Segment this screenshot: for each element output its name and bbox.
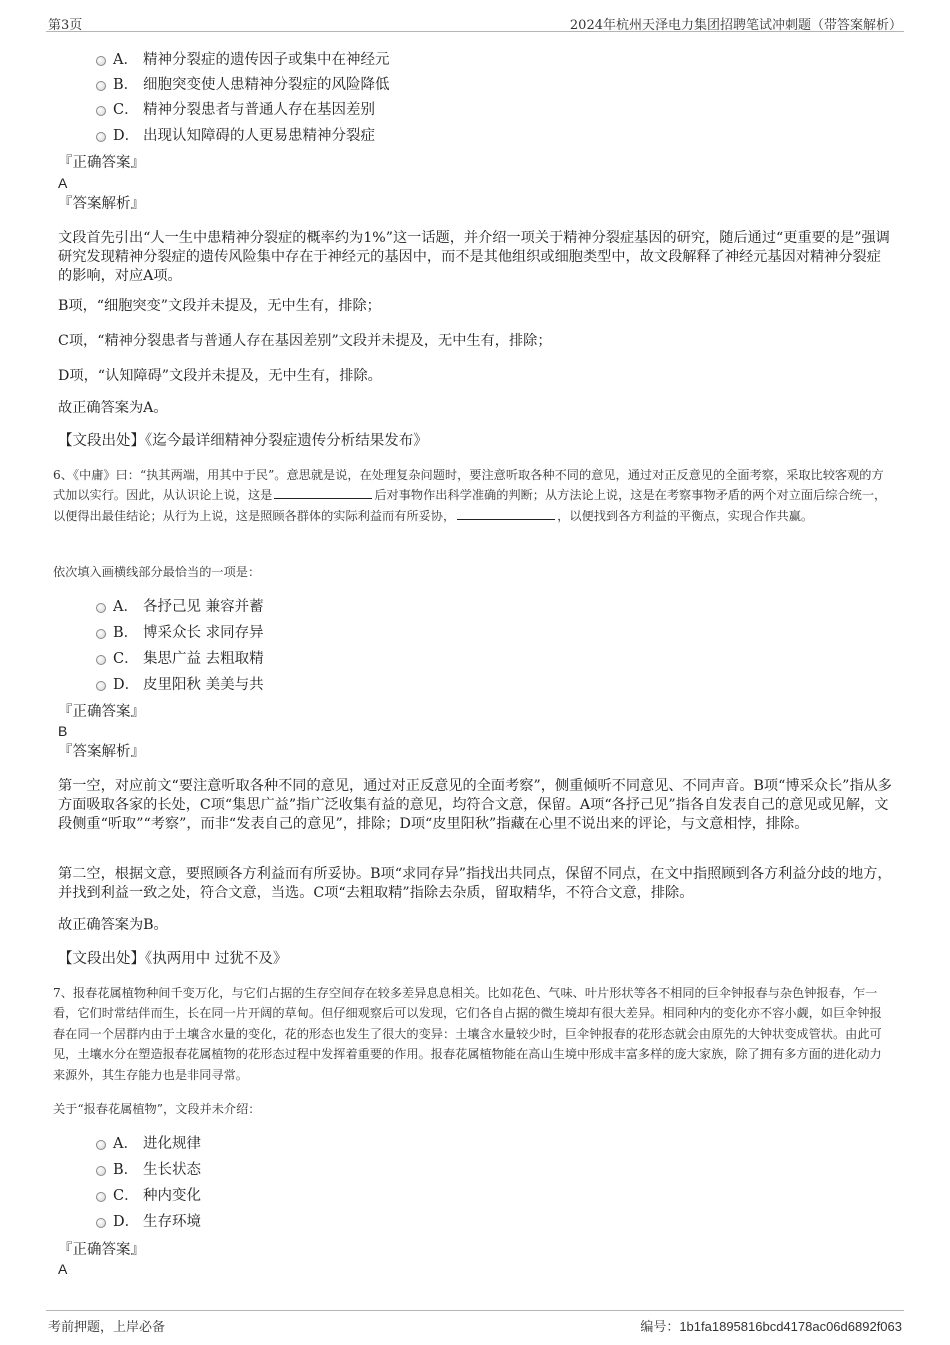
analysis-paragraph: 文段首先引出“人一生中患精神分裂症的概率约为1%”这一话题，并介绍一项关于精神分裂症基因的研究，随后通过“更重要的是”强调研究发现精神分裂症的遗传风险集中存在于神经元的基因中，而不是其他组织或细胞类型中，故文段解释了神经元基因对精神分裂症的影响，对应A项。 [58, 230, 890, 284]
option-text: 生存环境 [143, 1214, 201, 1230]
passage-source: 【文段出处】《迄今最详细精神分裂症遗传分析结果发布》 [58, 433, 428, 449]
radio-icon[interactable] [96, 1166, 106, 1176]
page-footer [46, 1310, 904, 1340]
radio-icon[interactable] [96, 1218, 106, 1228]
correct-answer-label: 『正确答案』 [58, 704, 145, 720]
q6-option-c[interactable]: C． 集思广益 去粗取精 [96, 649, 264, 669]
radio-icon[interactable] [96, 681, 106, 691]
option-text: 生长状态 [143, 1162, 201, 1178]
radio-icon[interactable] [96, 603, 106, 613]
q7-option-b[interactable]: B． 生长状态 [96, 1160, 201, 1180]
fill-blank [457, 508, 555, 520]
question-prompt: 关于“报春花属植物”，文段并未介绍： [53, 1102, 261, 1116]
analysis-conclusion: 故正确答案为A。 [58, 400, 168, 416]
analysis-paragraph: 第一空，对应前文“要注意听取各种不同的意见，通过对正反意见的全面考察”，侧重倾听不同意见、不同声音。B项“博采众长”指从多方面吸取各家的长处，C项“集思广益”指广泛收集有益的意见，均符合文意，保留。A项“各抒己见”指各自发表自己的意见或见解，文段侧重“听取”“考察”，而非“发表自己的意见”，排除；D项“皮里阳秋”指藏在心里不说出来的评论，与文意相悖，排除。 [58, 778, 892, 832]
correct-answer-label: 『正确答案』 [58, 1242, 145, 1258]
radio-icon[interactable] [96, 629, 106, 639]
radio-icon[interactable] [96, 1192, 106, 1202]
question-prompt: 依次填入画横线部分最恰当的一项是： [53, 565, 261, 579]
option-text: 进化规律 [143, 1136, 201, 1152]
question-stem: 7、报春花属植物种间千变万化，与它们占据的生存空间存在较多差异息息相关。比如花色、气味、叶片形状等各不相同的巨伞钟报春与杂色钟报春，乍一看，它们时常结伴而生，长在同一片开阔的草甸。但仔细观察后可以发现，它们各自占据的微生境却有很大差异。相同种内的变化亦不容小觑，如巨伞钟报春在同一个居群内由于土壤含水量的变化，花的形态也发生了很大的变异：土壤含水量较少时，巨伞钟报春的花形态就会由原先的大钟状变成管状。由此可见，土壤水分在塑造报春花属植物的花形态过程中发挥着重要的作用。报春花属植物能在高山生境中形成丰富多样的庞大家族，除了拥有多方面的进化动力来源外，其生存能力也是非同寻常。 [53, 986, 882, 1082]
option-text: 种内变化 [143, 1188, 201, 1204]
radio-icon[interactable] [96, 655, 106, 665]
analysis-paragraph: 第二空，根据文意，要照顾各方利益而有所妥协。B项“求同存异”指找出共同点，保留不同点，在文中指照顾到各方利益分歧的地方，并找到利益一致之处，符合文意，当选。C项“去粗取精”指除去杂质，留取精华，不符合文意，排除。 [58, 866, 892, 901]
page-header [46, 10, 904, 32]
q5-option-d[interactable]: D． 出现认知障碍的人更易患精神分裂症 [96, 126, 375, 146]
radio-icon[interactable] [96, 56, 106, 66]
option-text: 精神分裂症的遗传因子或集中在神经元 [143, 52, 390, 68]
question-stem: 6、《中庸》曰：“执其两端，用其中于民”。意思就是说，在处理复杂问题时，要注意听取各种不同的意见，通过对正反意见的全面考察，采取比较客观的方式加以实行。因此，从认识论上说，这是 后对事物作出科学准确的判断；从方法论上说，这是在考察事物矛盾的两个对立面后综合统一，以便得出最佳结论；从行为上说，这是照顾各群体的实际利益而有所妥协， ，以便找到各方利益的平衡点，实现合作共赢。 [53, 468, 887, 523]
q7-option-d[interactable]: D． 生存环境 [96, 1212, 201, 1232]
option-text: 出现认知障碍的人更易患精神分裂症 [143, 128, 375, 144]
correct-answer-value: A [58, 175, 68, 191]
q7-option-a[interactable]: A． 进化规律 [96, 1134, 201, 1154]
correct-answer-value: A [58, 1261, 68, 1277]
q7-option-c[interactable]: C． 种内变化 [96, 1186, 201, 1206]
q5-option-b[interactable]: B． 细胞突变使人患精神分裂症的风险降低 [96, 75, 390, 95]
fill-blank [274, 487, 372, 499]
q6-option-a[interactable]: A． 各抒己见 兼容并蓄 [96, 597, 264, 617]
page-number: 第3页 [48, 18, 83, 33]
option-text: 精神分裂患者与普通人存在基因差别 [143, 102, 375, 118]
q5-option-c[interactable]: C． 精神分裂患者与普通人存在基因差别 [96, 100, 375, 120]
passage-source: 【文段出处】《执两用中 过犹不及》 [58, 951, 288, 967]
option-text: 细胞突变使人患精神分裂症的风险降低 [143, 77, 390, 93]
q5-option-a[interactable]: A． 精神分裂症的遗传因子或集中在神经元 [96, 50, 390, 70]
correct-answer-value: B [58, 723, 68, 739]
analysis-paragraph: D项，“认知障碍”文段并未提及，无中生有，排除。 [58, 368, 382, 384]
analysis-conclusion: 故正确答案为B。 [58, 917, 168, 933]
radio-icon[interactable] [96, 81, 106, 91]
option-text: 各抒己见 兼容并蓄 [143, 599, 264, 615]
analysis-paragraph: C项，“精神分裂患者与普通人存在基因差别”文段并未提及，无中生有，排除； [58, 333, 552, 349]
radio-icon[interactable] [96, 1140, 106, 1150]
option-text: 集思广益 去粗取精 [143, 651, 264, 667]
correct-answer-label: 『正确答案』 [58, 155, 145, 171]
document-title: 2024年杭州天泽电力集团招聘笔试冲刺题（带答案解析） [569, 18, 902, 33]
footer-slogan: 考前押题，上岸必备 [48, 1320, 166, 1335]
q6-option-d[interactable]: D． 皮里阳秋 美美与共 [96, 675, 264, 695]
answer-analysis-label: 『答案解析』 [58, 196, 145, 212]
radio-icon[interactable] [96, 106, 106, 116]
analysis-paragraph: B项，“细胞突变”文段并未提及，无中生有，排除； [58, 298, 381, 314]
option-text: 皮里阳秋 美美与共 [143, 677, 264, 693]
answer-analysis-label: 『答案解析』 [58, 744, 145, 760]
q6-option-b[interactable]: B． 博采众长 求同存异 [96, 623, 264, 643]
radio-icon[interactable] [96, 132, 106, 142]
option-text: 博采众长 求同存异 [143, 625, 264, 641]
document-code: 编号：1b1fa1895816bcd4178ac06d6892f063 [640, 1319, 902, 1335]
